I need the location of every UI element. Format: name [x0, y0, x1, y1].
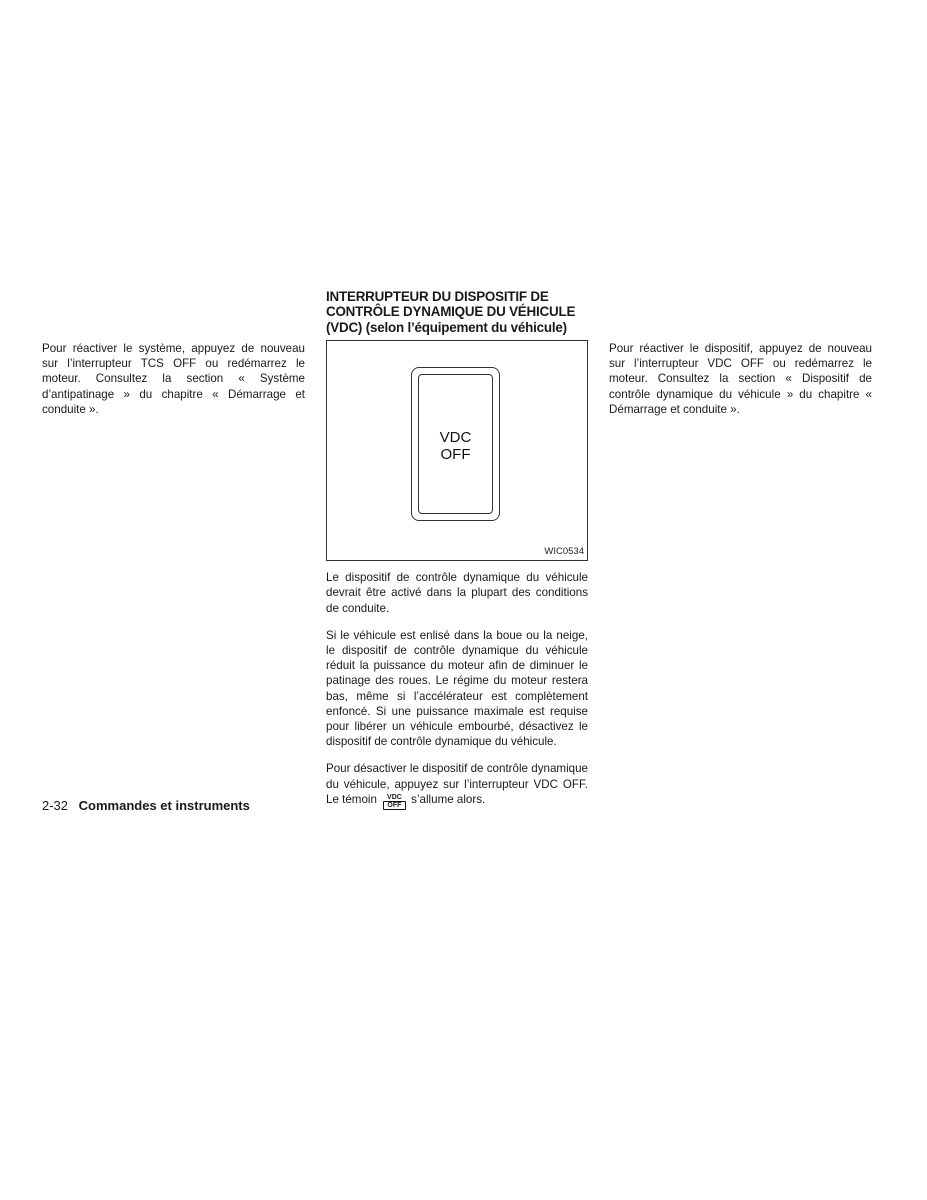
vdc-off-indicator-icon	[383, 794, 406, 810]
heading-line-2: CONTRÔLE DYNAMIQUE DU VÉHICULE	[326, 304, 576, 320]
section-heading	[326, 289, 588, 335]
heading-line-1: INTERRUPTEUR DU DISPOSITIF DE	[326, 289, 549, 304]
page-footer	[42, 798, 250, 814]
vdc-off-switch-illustration	[411, 367, 500, 521]
switch-label-line-1: VDC	[439, 429, 472, 447]
vdc-off-switch-figure	[326, 340, 588, 561]
figure-code: WIC0534	[544, 546, 584, 558]
deactivate-text-part-2: s’allume alors.	[411, 792, 486, 806]
right-column	[609, 341, 872, 429]
vdc-stuck-vehicle-paragraph: Si le véhicule est enlisé dans la boue ou la neige, le dispositif de contrôle dynamique du véhicule réduit la puissance du moteur afin de diminuer le patinage des roues. Le régime du moteur restera bas, même si l’accélérateur est complètement enfoncé. Si une puissance maximale est requise pour libérer un véhicule embourbé, désactivez le dispositif de contrôle dynamique du véhicule.	[326, 628, 588, 749]
indicator-top-text: VDC	[387, 793, 402, 801]
switch-label	[419, 429, 492, 463]
middle-column	[326, 289, 588, 822]
reactivate-vdc-paragraph: Pour réactiver le dispositif, appuyez de nouveau sur l’interrupteur VDC OFF ou redémarrez le moteur. Consultez la section « Dispositif de contrôle dynamique du véhicule » du chapitre « Démarrage et conduite ».	[609, 342, 872, 416]
reactivate-tcs-paragraph: Pour réactiver le système, appuyez de nouveau sur l’interrupteur TCS OFF ou redémarrez le moteur. Consultez la section « Système d’antipatinage » du chapitre « Démarrage et conduite ».	[42, 342, 305, 416]
switch-button-face	[418, 374, 493, 514]
deactivate-text-part-1: Pour désactiver le dispositif de contrôle dynamique du véhicule, appuyez sur l’interrupteur VDC OFF. Le témoin	[326, 762, 588, 806]
chapter-title: Commandes et instruments	[78, 798, 250, 813]
vdc-activation-paragraph: Le dispositif de contrôle dynamique du véhicule devrait être activé dans la plupart des conditions de conduite.	[326, 571, 588, 615]
left-column	[42, 341, 305, 429]
switch-label-line-2: OFF	[440, 446, 471, 464]
heading-line-3: (VDC) (selon l’équipement du véhicule)	[326, 319, 567, 335]
page-number: 2-32	[42, 798, 69, 813]
indicator-bottom-text: OFF	[383, 801, 406, 810]
vdc-deactivate-paragraph	[326, 761, 588, 809]
